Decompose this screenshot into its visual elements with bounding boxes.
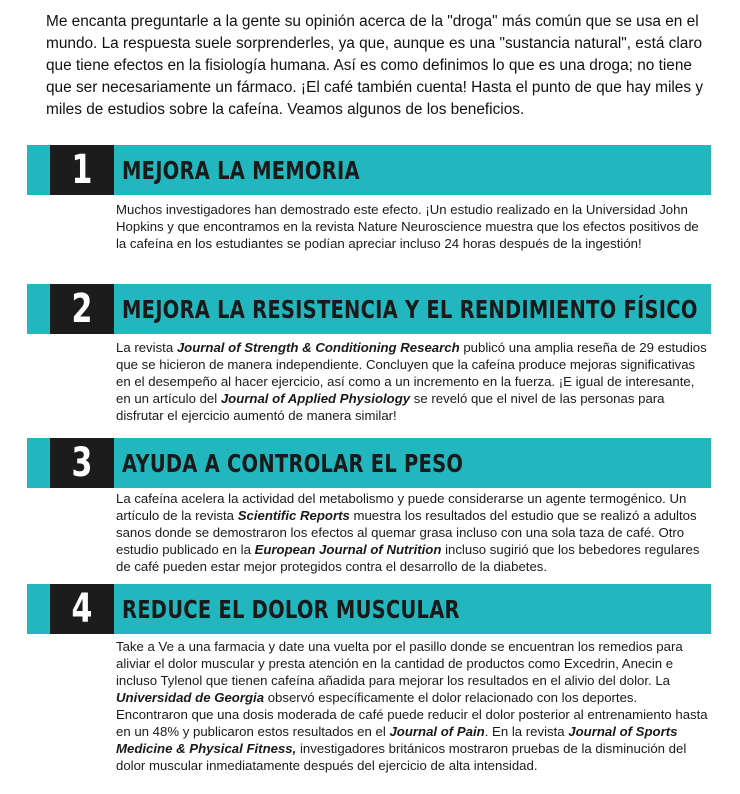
body-text-run: La revista: [116, 340, 177, 355]
journal-name: European Journal of Nutrition: [254, 542, 442, 557]
journal-name: Journal of Pain: [389, 724, 485, 739]
intro-paragraph: Me encanta preguntarle a la gente su opinión acerca de la "droga" más común que se usa en el mundo. La respuesta suele sorprenderles, ya que, aunque es una "sustancia natural", está claro que tiene efectos en la fisiología humana. Así es como definimos lo que es una droga; no tiene que ser necesariamente un fármaco. ¡El café también cuenta! Hasta el punto de que hay miles y miles de estudios sobre la cafeína. Veamos algunos de los beneficios.: [46, 13, 704, 118]
body-text-run: publicó una amplia reseña de 29 estudios que se hicieron de manera independiente. Concluyen que la cafeína produce mejoras significativas en el desempeño al hacer ejercicio, así como a un incremento en la fuerza. ¡E igual de interesante, en un artículo del: [116, 340, 707, 406]
section-body: [116, 201, 712, 252]
section-number: [50, 584, 114, 634]
section-body: [116, 638, 712, 774]
body-text-run: Take a Ve a una farmacia y date una vuelta por el pasillo donde se encuentran los remedios para aliviar el dolor muscular y presta atención en la cantidad de productos como Excedrin, Anecin e incluso Tylenol que tienen cafeína añadida para mejorar los resultados en el alivio del dolor. La: [116, 639, 683, 688]
journal-name: Journal of Strength & Conditioning Research: [176, 340, 460, 355]
section-heading: MEJORA LA MEMORIA: [122, 156, 360, 185]
journal-name: Scientific Reports: [237, 508, 350, 523]
body-text-run: Muchos investigadores han demostrado este efecto. ¡Un estudio realizado en la Universidad John Hopkins y que encontramos en la revista Nature Neuroscience muestra que los efectos positivos de la cafeína en los estudiantes se podían apreciar incluso 24 horas después de la ingestión!: [116, 202, 699, 251]
journal-name: Universidad de Georgia: [116, 690, 265, 705]
section-number: [50, 284, 114, 334]
section-number: [50, 438, 114, 488]
body-text-run: incluso sugirió que los bebedores regulares de café pueden estar mejor protegidos contra el desarrollo de la diabetes.: [116, 542, 700, 574]
journal-name: Journal of Sports Medicine & Physical Fitness,: [116, 724, 678, 756]
body-text-run: La cafeína acelera la actividad del metabolismo y puede considerarse un agente termogénico. Un artículo de la revista: [116, 491, 687, 523]
body-text-run: se reveló que el nivel de las personas para disfrutar el ejercicio aumentó de manera similar!: [116, 391, 665, 423]
section-number-label: 3: [71, 440, 93, 486]
section-number: [50, 145, 114, 195]
body-text-run: investigadores británicos mostraron pruebas de la disminución del dolor muscular inmediatamente después del ejercicio de alta intensidad.: [116, 741, 687, 773]
body-text-run: observó específicamente el dolor relacionado con los deportes. Encontraron que una dosis moderada de café puede reducir el dolor posterior al entrenamiento hasta en un 48% y publicaron estos resultados en el: [116, 690, 708, 739]
section-heading: REDUCE EL DOLOR MUSCULAR: [122, 595, 460, 624]
body-text-run: muestra los resultados del estudio que se realizó a adultos sanos donde se demostraron los efectos al quemar grasa incluso con una sola taza de café. Otro estudio publicado en la: [116, 508, 697, 557]
journal-name: Journal of Applied Physiology: [220, 391, 411, 406]
section-heading: AYUDA A CONTROLAR EL PESO: [122, 449, 464, 478]
section-heading: MEJORA LA RESISTENCIA Y EL RENDIMIENTO FÍSICO: [122, 295, 698, 324]
section-number-label: 2: [71, 286, 93, 332]
section-body: [116, 490, 712, 575]
body-text-run: . En la revista: [484, 724, 569, 739]
section-number-label: 4: [71, 586, 93, 632]
section-number-label: 1: [71, 147, 93, 193]
section-body: [116, 339, 712, 424]
